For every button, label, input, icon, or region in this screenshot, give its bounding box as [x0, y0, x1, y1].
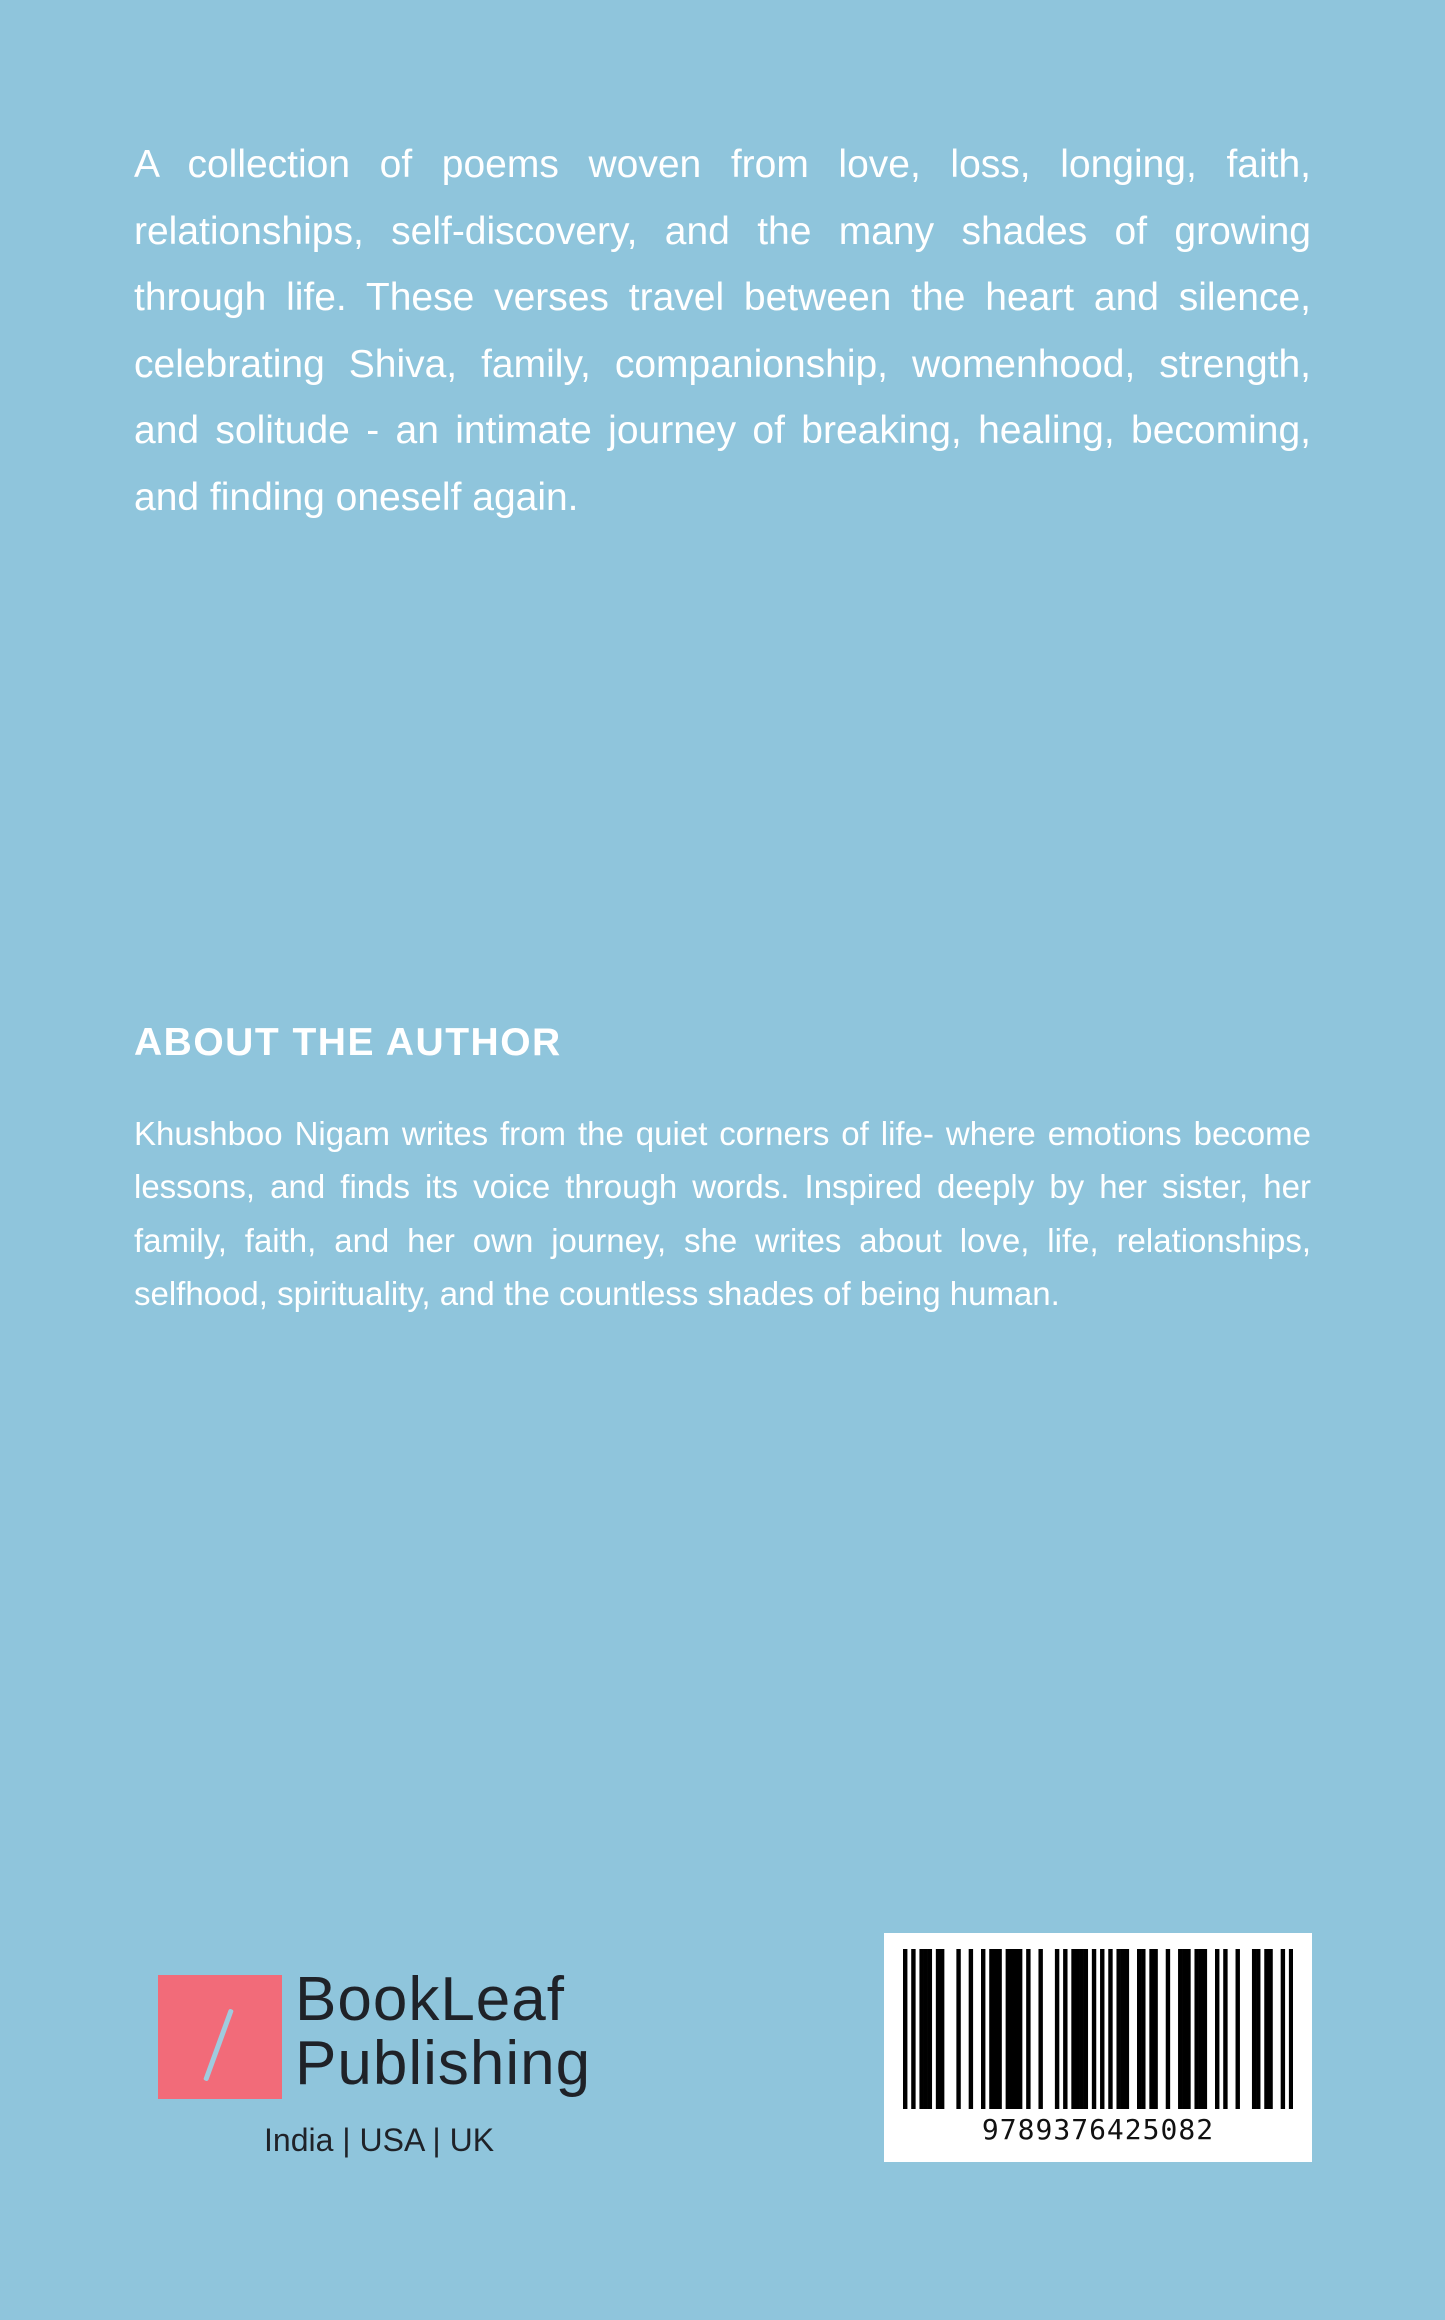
barcode-bar [1116, 1949, 1120, 2109]
barcode-bar [1223, 1949, 1227, 2109]
barcode-bar [1194, 1949, 1198, 2109]
barcode-bar [1281, 1949, 1285, 2109]
barcode-bar [1215, 1949, 1219, 2109]
barcode-bar [1055, 1949, 1059, 2109]
barcode-bar [1289, 1949, 1293, 2109]
barcode-bar [1141, 1949, 1145, 2109]
barcode-bar [924, 1949, 928, 2109]
barcode-bar [1010, 1949, 1014, 2109]
barcode-bar [1268, 1949, 1272, 2109]
author-bio: Khushboo Nigam writes from the quiet corners of life- where emotions become lessons, and finds its voice through words. Inspired deeply by her sister, her family, faith, and her own journey, she writes about love, life, relationships, selfhood, spirituality, and the countless shades of being human. [134, 1115, 1311, 1312]
barcode-bar [1166, 1949, 1170, 2109]
barcode-bar [997, 1949, 1001, 2109]
barcode-bar [1153, 1949, 1157, 2109]
publisher-name-line1: BookLeaf [295, 1965, 565, 2034]
isbn-number: 9789376425082 [981, 2113, 1215, 2146]
barcode-bar [1149, 1949, 1153, 2109]
barcode-bar [936, 1949, 940, 2109]
barcode-bar [1186, 1949, 1190, 2109]
barcode-bar [1199, 1949, 1203, 2109]
barcode-bar [1137, 1949, 1141, 2109]
barcode-bar [1100, 1949, 1104, 2109]
barcode-bar [969, 1949, 973, 2109]
publisher-regions: India | USA | UK [264, 2122, 495, 2158]
barcode-bar [1018, 1949, 1022, 2109]
barcode-bar [1071, 1949, 1075, 2109]
barcode-bar [956, 1949, 960, 2109]
barcode-bar [993, 1949, 997, 2109]
barcode-bar [1063, 1949, 1067, 2109]
barcode-bar [1075, 1949, 1079, 2109]
barcode-bars [903, 1949, 1293, 2109]
barcode-bar [1092, 1949, 1096, 2109]
barcode-bar [1203, 1949, 1207, 2109]
barcode-bar [919, 1949, 923, 2109]
barcode-bar [903, 1949, 907, 2109]
barcode-bar [1038, 1949, 1042, 2109]
about-the-author-heading: ABOUT THE AUTHOR [134, 1021, 562, 1064]
barcode-bar [1006, 1949, 1010, 2109]
barcode-bar [1026, 1949, 1030, 2109]
barcode-bar [981, 1949, 985, 2109]
barcode-bar [911, 1949, 915, 2109]
barcode-bar [1080, 1949, 1084, 2109]
barcode-bar [928, 1949, 932, 2109]
logo-slash-mark [203, 2008, 234, 2081]
barcode-bar [1108, 1949, 1112, 2109]
barcode-bar [1084, 1949, 1088, 2109]
barcode-bar [1256, 1949, 1260, 2109]
publisher-name-line2: Publishing [295, 2029, 592, 2098]
barcode-bar [1014, 1949, 1018, 2109]
slash-logo-icon [158, 1975, 282, 2099]
publisher-logo [158, 1965, 618, 2168]
barcode-bar [1178, 1949, 1182, 2109]
barcode-bar [989, 1949, 993, 2109]
barcode-bar [1264, 1949, 1268, 2109]
book-blurb: A collection of poems woven from love, loss, longing, faith, relationships, self-discovery, and the many shades of growing through life. These verses travel between the heart and silence, celebrating Shiva, family, companionship, womenhood, strength, and solitude - an intimate journey of breaking, healing, becoming, and finding oneself again. [134, 143, 1311, 519]
barcode-bar [1121, 1949, 1125, 2109]
barcode-bar [1252, 1949, 1256, 2109]
barcode-bar [1182, 1949, 1186, 2109]
barcode-bar [1236, 1949, 1240, 2109]
isbn-barcode [884, 1933, 1312, 2162]
barcode-bar [940, 1949, 944, 2109]
barcode-bar [1125, 1949, 1129, 2109]
